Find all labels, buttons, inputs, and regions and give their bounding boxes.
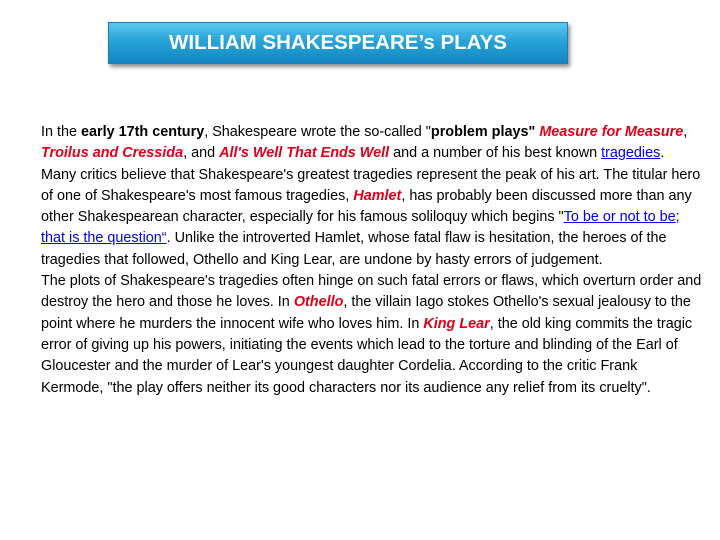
text-segment: , and [183,145,220,162]
bold-quote: " [528,124,540,140]
play-measure-for-measure: Measure for Measure [539,124,684,140]
text-segment: , has probably been discussed more than any other Shakespearean character, especially for his famous soliloquy which begins " [41,187,692,226]
slide-title: WILLIAM SHAKESPEARE’s PLAYS [169,31,507,54]
play-othello: Othello [293,294,344,311]
tragedies-link[interactable]: tragedies [601,145,661,162]
soliloquy-link[interactable]: To be or not to be; that is the question“ [41,209,680,247]
bold-century: early 17th century [81,124,205,140]
paragraph-1 [41,122,703,271]
text-segment: . Unlike the introverted Hamlet, whose fatal flaw is hesitation, the heroes of the tragedies that followed, Othello and King Lear, are undone by hasty errors of judgement. [41,230,667,268]
text-segment: . Many critics believe that Shakespeare's greatest tragedies represent the peak of his art. The titular hero of one of Shakespeare's most famous tragedies, [41,145,701,204]
text-segment: and a number of his best known [389,145,602,162]
text-segment: In the [41,124,82,140]
text-segment: , [683,124,688,140]
play-alls-well: All's Well That Ends Well [219,145,390,162]
body-text [41,122,703,399]
text-segment: , the villain Iago stokes Othello's sexual jealousy to the point where he murders the innocent wife who loves him. In [41,294,691,332]
text-segment: , Shakespeare wrote the so-called " [204,124,431,140]
title-banner [108,22,568,64]
play-troilus-and-cressida: Troilus and Cressida [41,145,184,162]
text-segment: , the old king commits the tragic error of giving up his powers, initiating the events which lead to the torture and blinding of the Earl of Gloucester and the murder of Lear's youngest daughter Cordelia. According to the critic Frank Kermode, "the play offers neither its good characters nor its audience any relief from its cruelty". [41,315,693,396]
paragraph-2 [41,271,703,399]
bold-problem-plays: problem plays [430,124,529,140]
play-hamlet: Hamlet [353,187,402,204]
text-segment: The plots of Shakespeare's tragedies often hinge on such fatal errors or flaws, which overturn order and destroy the hero and those he loves. In [41,273,702,311]
play-king-lear: King Lear [423,315,490,332]
